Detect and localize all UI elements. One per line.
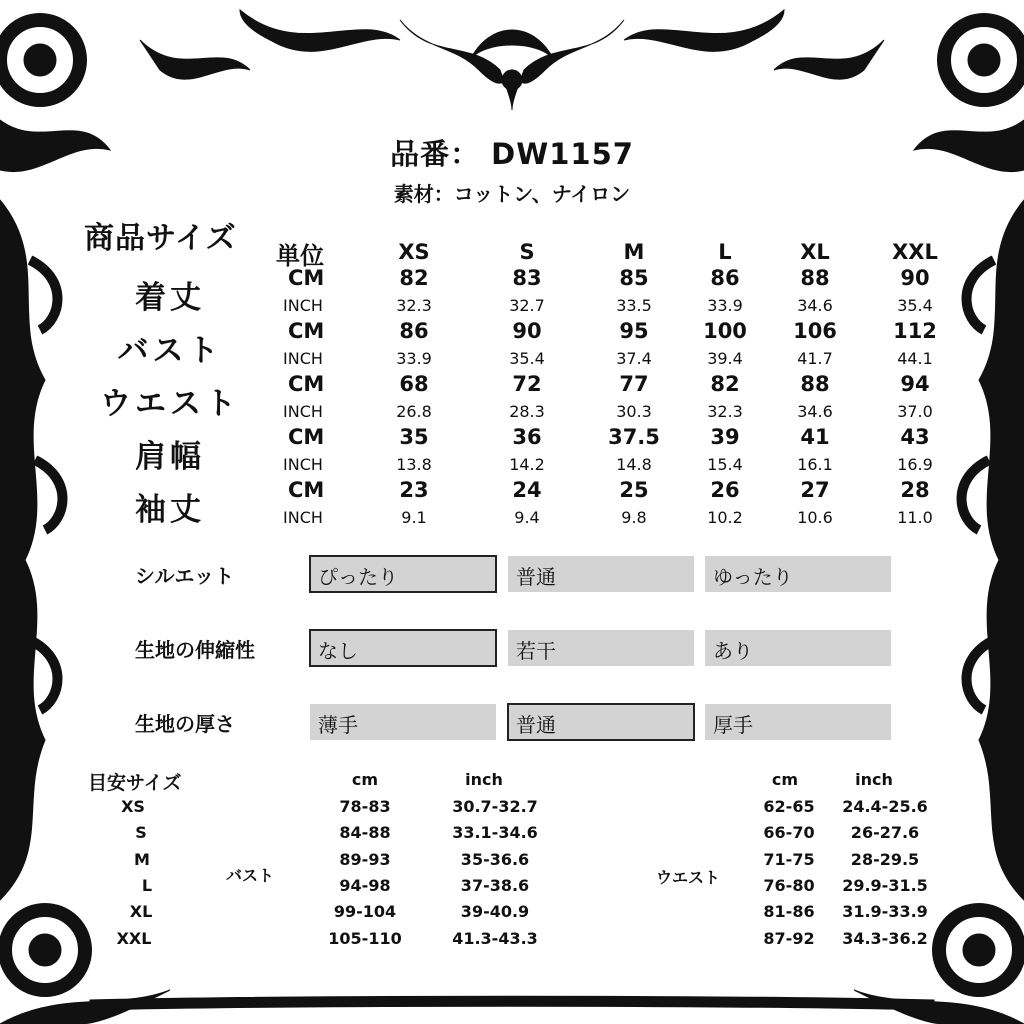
cm-value: 77: [619, 372, 649, 396]
bust-inch-value: 41.3-43.3: [452, 928, 538, 948]
waist-label: ウエスト: [655, 868, 721, 887]
bust-cm-value: 94-98: [339, 875, 391, 895]
cm-unit-label: CM: [288, 425, 325, 449]
inch-value: 32.7: [509, 296, 545, 315]
inch-value: 32.3: [707, 402, 743, 421]
cm-value: 82: [399, 266, 429, 290]
guide-size-label: XXL: [116, 928, 152, 948]
inch-value: 35.4: [897, 296, 933, 315]
measurement-name: ウエスト: [100, 386, 240, 422]
size-col-header: XS: [398, 240, 430, 264]
inch-value: 33.5: [616, 296, 652, 315]
attribute-label: 生地の厚さ: [135, 712, 235, 736]
unit-header: 単位: [276, 242, 324, 270]
measurement-name: 肩幅: [135, 439, 205, 475]
bust-inch-value: 39-40.9: [460, 902, 530, 922]
inch-value: 16.1: [797, 455, 833, 474]
inch-value: 9.4: [514, 508, 540, 527]
cm-value: 90: [512, 319, 542, 343]
cm-value: 39: [710, 425, 740, 449]
inch-value: 37.4: [616, 349, 652, 368]
inch-value: 10.2: [707, 508, 743, 527]
waist-cm-value: 87-92: [763, 928, 815, 948]
bust-inch-header: inch: [465, 770, 503, 789]
size-table-heading: 商品サイズ: [84, 221, 237, 256]
cm-value: 24: [512, 478, 542, 502]
attribute-option: 薄手: [310, 704, 496, 740]
cm-value: 35: [399, 425, 429, 449]
inch-unit-label: INCH: [283, 402, 323, 421]
attribute-option-selected: ぴったり: [309, 555, 497, 593]
cm-value: 72: [512, 372, 542, 396]
measurement-name: バスト: [117, 333, 223, 369]
inch-value: 33.9: [396, 349, 432, 368]
bust-cm-value: 99-104: [333, 902, 397, 922]
cm-unit-label: CM: [288, 372, 325, 396]
waist-cm-value: 76-80: [763, 875, 815, 895]
inch-value: 39.4: [707, 349, 743, 368]
inch-value: 10.6: [797, 508, 833, 527]
inch-value: 41.7: [797, 349, 833, 368]
measurement-name: 着丈: [135, 280, 205, 316]
bust-inch-value: 30.7-32.7: [452, 797, 538, 816]
inch-unit-label: INCH: [283, 296, 323, 315]
waist-inch-header: inch: [855, 770, 893, 789]
inch-value: 37.0: [897, 402, 933, 421]
cm-unit-label: CM: [288, 266, 325, 290]
size-col-header: XXL: [892, 240, 938, 264]
cm-value: 95: [619, 319, 649, 343]
inch-value: 44.1: [897, 349, 933, 368]
waist-inch-value: 29.9-31.5: [842, 875, 928, 895]
cm-value: 112: [893, 319, 937, 343]
cm-value: 86: [399, 319, 429, 343]
product-code-title: 品番： DW1157: [390, 137, 634, 171]
cm-value: 90: [900, 266, 930, 290]
size-col-header: XL: [800, 240, 830, 264]
inch-value: 33.9: [707, 296, 743, 315]
attribute-option: 厚手: [705, 704, 891, 740]
cm-value: 88: [800, 372, 830, 396]
inch-value: 32.3: [396, 296, 432, 315]
cm-value: 41: [800, 425, 830, 449]
cm-value: 28: [900, 478, 930, 502]
guide-size-label: XL: [129, 902, 153, 922]
cm-value: 36: [512, 425, 542, 449]
waist-inch-value: 31.9-33.9: [842, 902, 928, 922]
cm-value: 100: [703, 319, 747, 343]
size-col-header: S: [519, 240, 535, 264]
waist-cm-value: 81-86: [763, 902, 815, 922]
bust-cm-value: 105-110: [328, 928, 402, 948]
attribute-option-selected: 普通: [507, 703, 695, 741]
waist-inch-value: 28-29.5: [850, 849, 920, 869]
cm-unit-label: CM: [288, 319, 325, 343]
attribute-option: 若干: [508, 630, 694, 666]
waist-inch-value: 26-27.6: [850, 823, 920, 843]
attribute-option: ゆったり: [705, 556, 891, 592]
cm-value: 27: [800, 478, 830, 502]
waist-cm-value: 71-75: [763, 849, 815, 869]
inch-value: 34.6: [797, 296, 833, 315]
bust-inch-value: 33.1-34.6: [452, 823, 538, 843]
waist-cm-value: 62-65: [763, 797, 815, 816]
material-label: 素材：コットン、ナイロン: [393, 182, 631, 206]
cm-value: 82: [710, 372, 740, 396]
waist-cm-value: 66-70: [763, 823, 815, 843]
guide-size-label: M: [134, 849, 150, 869]
size-guide-heading: 目安サイズ: [88, 772, 182, 794]
bust-cm-value: 84-88: [339, 823, 391, 843]
bust-label: バスト: [225, 866, 275, 885]
inch-value: 14.2: [509, 455, 545, 474]
inch-value: 15.4: [707, 455, 743, 474]
bust-cm-value: 89-93: [339, 849, 391, 869]
inch-value: 9.8: [621, 508, 647, 527]
cm-unit-label: CM: [288, 478, 325, 502]
inch-unit-label: INCH: [283, 349, 323, 368]
cm-value: 85: [619, 266, 649, 290]
waist-inch-value: 24.4-25.6: [842, 797, 928, 816]
cm-value: 23: [399, 478, 429, 502]
inch-unit-label: INCH: [283, 455, 323, 474]
attribute-label: シルエット: [135, 564, 235, 588]
inch-value: 26.8: [396, 402, 432, 421]
measurement-name: 袖丈: [135, 492, 205, 528]
cm-value: 88: [800, 266, 830, 290]
attribute-option: 普通: [508, 556, 694, 592]
bust-cm-header: cm: [351, 770, 379, 789]
bust-cm-value: 78-83: [339, 797, 391, 816]
cm-value: 43: [900, 425, 930, 449]
cm-value: 106: [793, 319, 837, 343]
attribute-option: あり: [705, 630, 891, 666]
cm-value: 94: [900, 372, 930, 396]
inch-value: 16.9: [897, 455, 933, 474]
cm-value: 83: [512, 266, 542, 290]
guide-size-label: XS: [121, 797, 145, 816]
inch-value: 30.3: [616, 402, 652, 421]
size-col-header: M: [623, 240, 645, 264]
inch-unit-label: INCH: [283, 508, 323, 527]
inch-value: 13.8: [396, 455, 432, 474]
attribute-label: 生地の伸縮性: [135, 638, 255, 662]
cm-value: 86: [710, 266, 740, 290]
bust-inch-value: 37-38.6: [460, 875, 530, 895]
attribute-option-selected: なし: [309, 629, 497, 667]
cm-value: 26: [710, 478, 740, 502]
cm-value: 68: [399, 372, 429, 396]
inch-value: 9.1: [401, 508, 427, 527]
cm-value: 25: [619, 478, 649, 502]
inch-value: 14.8: [616, 455, 652, 474]
inch-value: 11.0: [897, 508, 933, 527]
waist-cm-header: cm: [771, 770, 799, 789]
inch-value: 34.6: [797, 402, 833, 421]
guide-size-label: L: [141, 875, 153, 895]
inch-value: 28.3: [509, 402, 545, 421]
cm-value: 37.5: [608, 425, 660, 449]
size-col-header: L: [718, 240, 732, 264]
bust-inch-value: 35-36.6: [460, 849, 530, 869]
inch-value: 35.4: [509, 349, 545, 368]
guide-size-label: S: [135, 823, 147, 843]
waist-inch-value: 34.3-36.2: [842, 928, 928, 948]
